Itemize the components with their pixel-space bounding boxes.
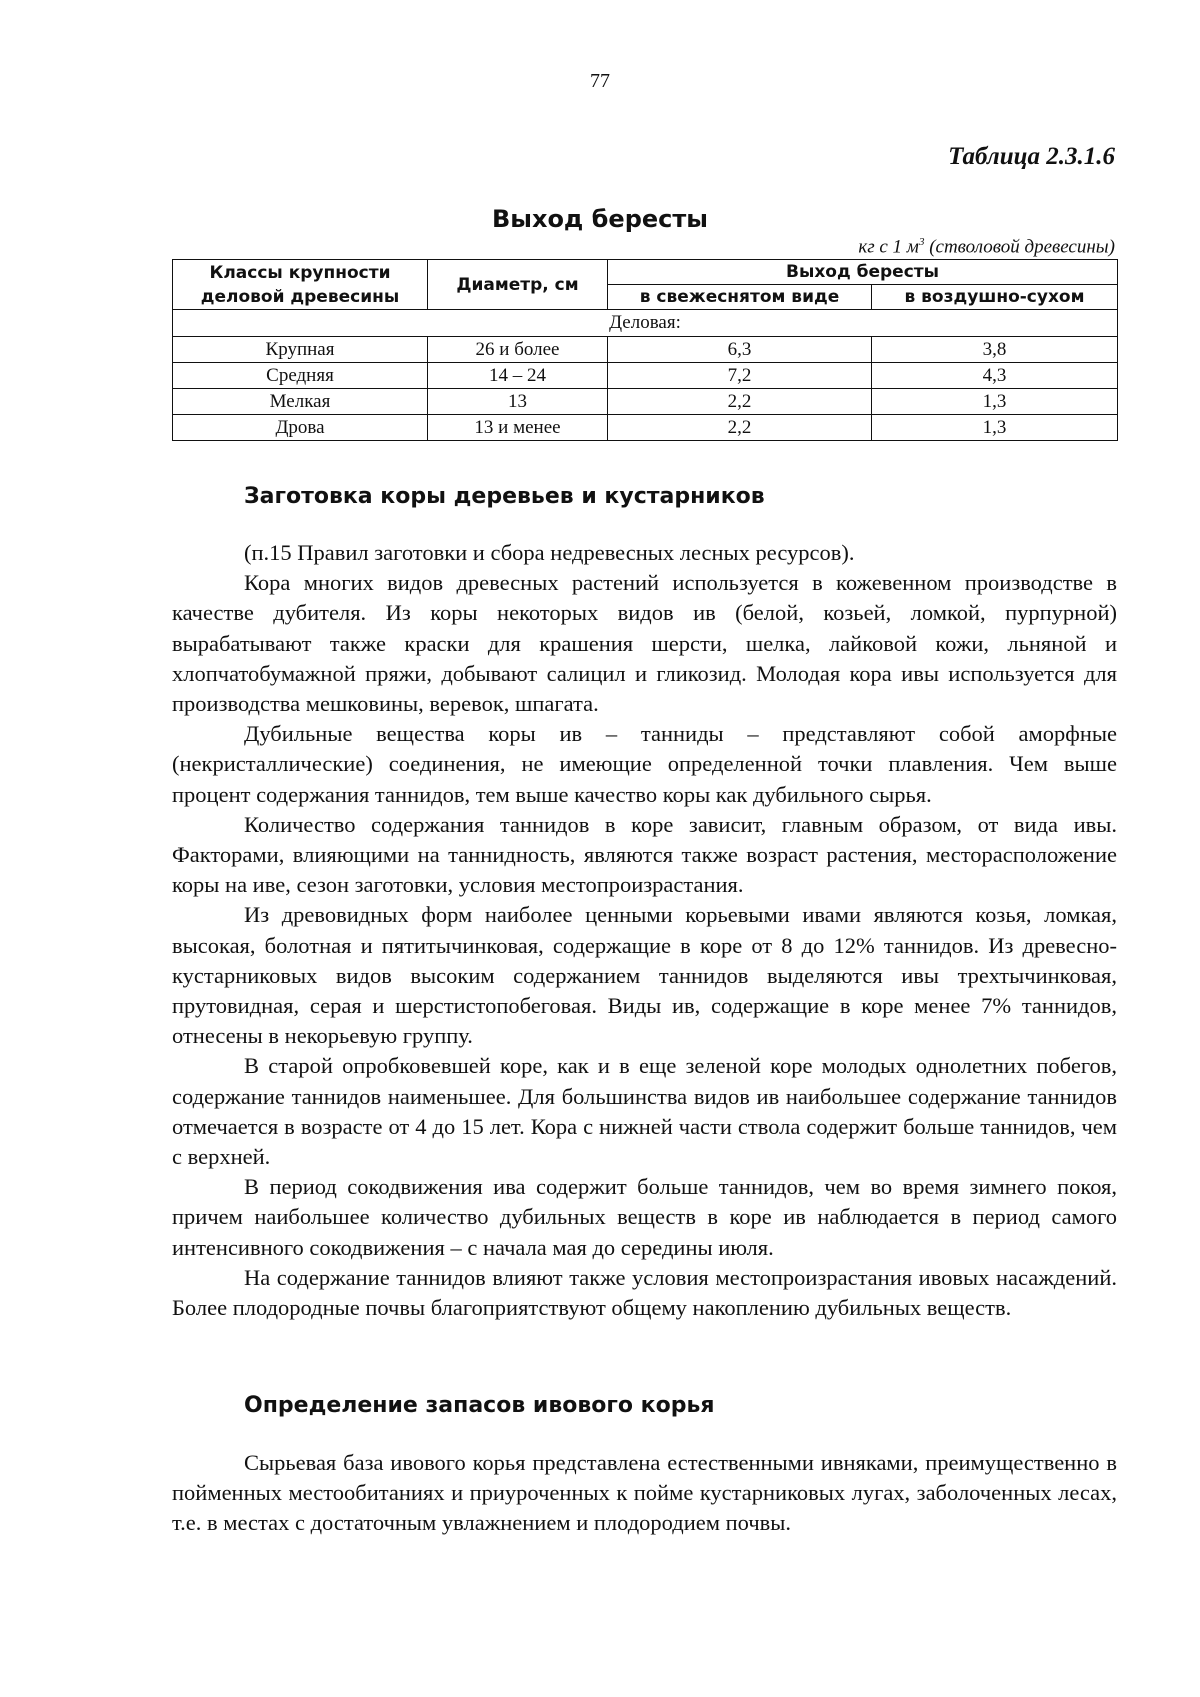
units-suffix: (стволовой древесины) xyxy=(924,236,1115,258)
section-heading-bark-harvesting: Заготовка коры деревьев и кустарников xyxy=(244,484,765,509)
table-title: Выход бересты xyxy=(491,205,709,233)
cell-dry: 4,3 xyxy=(872,363,1118,389)
cell-dry: 3,8 xyxy=(872,337,1118,363)
paragraph: В старой опробковевшей коре, как и в еще зеленой коре молодых однолетних побегов, содержание таннидов наименьшее. Для большинства видов ив наибольшее содержание таннидов отмечается в возрасте от 4 до 15 лет. Кора с нижней части ствола содержит больше таннидов, чем с верхней. xyxy=(172,1053,1117,1170)
units-superscript: 3 xyxy=(918,236,925,248)
paragraph: Кора многих видов древесных растений используется в кожевенном производстве в качестве дубителя. Из коры некоторых видов ив (белой, козьей, ломкой, пурпурной) вырабатывают также краски для крашения шерсти, шелка, лайковой кожи, льняной и хлопчатобумажной пряжи, добывают салицил и гликозид. Молодая кора ивы используется для производства мешковины, веревок, шпагата. xyxy=(172,570,1117,717)
page-number: 77 xyxy=(590,70,610,92)
cell-diameter: 13 и менее xyxy=(428,415,608,441)
birch-bark-yield-table xyxy=(172,259,1118,441)
cell-class: Мелкая xyxy=(173,389,428,415)
cell-fresh: 7,2 xyxy=(608,363,872,389)
section-heading-willow-bark-reserves: Определение запасов ивового корья xyxy=(244,1393,715,1418)
section-body-bark-harvesting xyxy=(172,538,1117,1323)
cell-diameter: 13 xyxy=(428,389,608,415)
group-label: Деловая: xyxy=(173,310,1118,337)
paragraph: На содержание таннидов влияют также условия местопроизрастания ивовых насаждений. Более плодородные почвы благоприятствуют общему накоплению дубильных веществ. xyxy=(172,1264,1117,1321)
table-row xyxy=(173,389,1118,415)
paragraph: Дубильные вещества коры ив – танниды – представляют собой аморфные (некристаллические) соединения, не имеющие определенной точки плавления. Чем выше процент содержания таннидов, тем выше качество коры как дубильного сырья. xyxy=(172,721,1117,807)
table-units xyxy=(858,236,1115,258)
cell-fresh: 2,2 xyxy=(608,389,872,415)
paragraph: Количество содержания таннидов в коре зависит, главным образом, от вида ивы. Факторами, влияющими на таннидность, являются также возраст растения, месторасположение коры на иве, сезон заготовки, условия местопроизрастания. xyxy=(172,811,1117,898)
cell-diameter: 26 и более xyxy=(428,337,608,363)
cell-diameter: 14 – 24 xyxy=(428,363,608,389)
cell-dry: 1,3 xyxy=(872,415,1118,441)
paragraph: Из древовидных форм наиболее ценными корьевыми ивами являются козья, ломкая, высокая, болотная и пятитычинковая, содержащие в коре от 8 до 12% таннидов. Из древесно-кустарниковых видов высоким содержанием таннидов выделяются ивы трехтычинковая, прутовидная, серая и шерстистопобеговая. Виды ив, содержащие в коре менее 7% таннидов, отнесены в некорьевую группу. xyxy=(172,902,1117,1049)
units-prefix: кг с 1 м xyxy=(858,236,919,258)
table-row xyxy=(173,363,1118,389)
header-bark-yield: Выход бересты xyxy=(608,260,1118,285)
cell-fresh: 2,2 xyxy=(608,415,872,441)
section-body-willow-bark-reserves xyxy=(172,1448,1117,1539)
paragraph: В период сокодвижения ива содержит больше таннидов, чем во время зимнего покоя, причем наибольшее количество дубильных веществ в коре ив наблюдается в период самого интенсивного сокодвижения – с начала мая до середины июля. xyxy=(172,1174,1117,1260)
table-header-row xyxy=(173,260,1118,285)
table-group-row xyxy=(173,310,1118,337)
cell-class: Дрова xyxy=(173,415,428,441)
paragraph: Сырьевая база ивового корья представлена естественными ивняками, преимущественно в пойменных местообитаниях и приуроченных к пойме кустарниковых лугах, заболоченных лесах, т.е. в местах с достаточным увлажнением и плодородием почвы. xyxy=(172,1450,1117,1536)
header-wood-class: Классы крупности деловой древесины xyxy=(173,260,428,310)
cell-dry: 1,3 xyxy=(872,389,1118,415)
table-caption: Таблица 2.3.1.6 xyxy=(948,143,1115,170)
cell-class: Крупная xyxy=(173,337,428,363)
table-row xyxy=(173,337,1118,363)
header-fresh: в свежеснятом виде xyxy=(608,285,872,310)
header-diameter: Диаметр, см xyxy=(428,260,608,310)
cell-class: Средняя xyxy=(173,363,428,389)
table-row xyxy=(173,415,1118,441)
header-air-dry: в воздушно-сухом xyxy=(872,285,1118,310)
cell-fresh: 6,3 xyxy=(608,337,872,363)
paragraph: (п.15 Правил заготовки и сбора недревесных лесных ресурсов). xyxy=(244,540,855,565)
